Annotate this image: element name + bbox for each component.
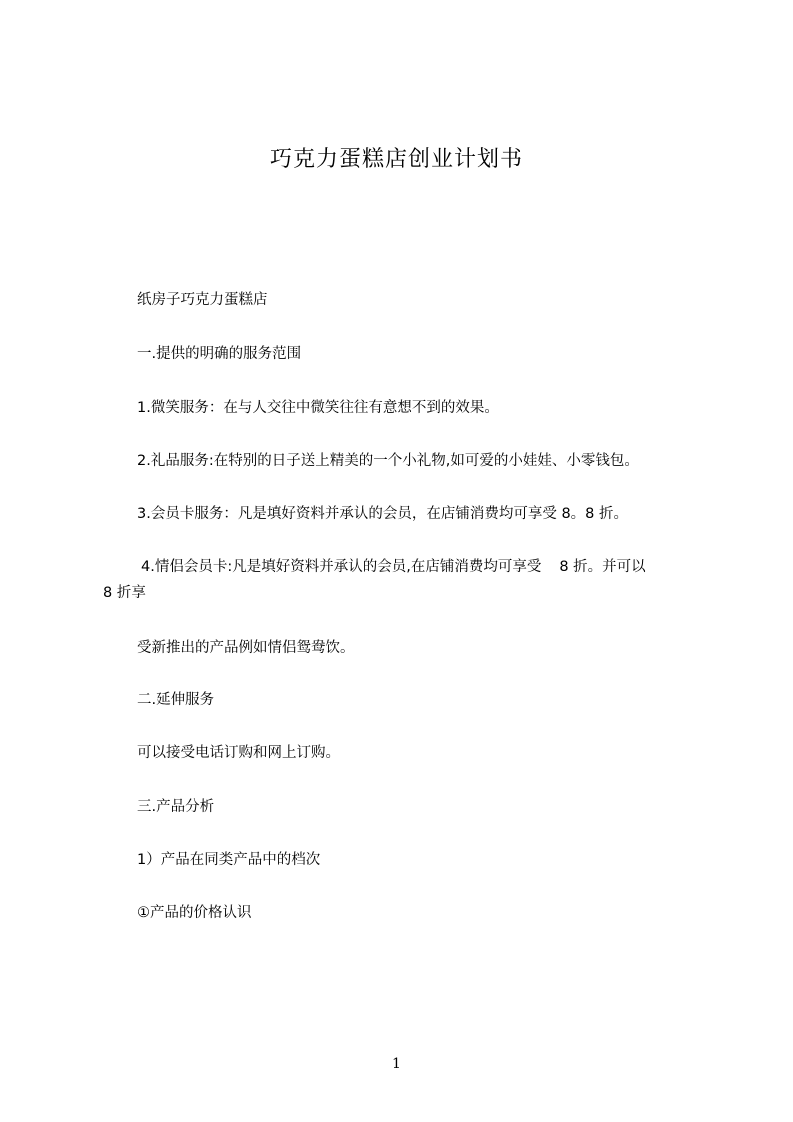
service-item-4-wrap: 8 折享 xyxy=(103,585,146,601)
document-title: 巧克力蛋糕店创业计划书 xyxy=(269,147,523,172)
service-item-3: 3.会员卡服务：凡是填好资料并承认的会员，在店铺消费均可享受 8。8 折。 xyxy=(137,506,629,522)
section-3-heading: 三.产品分析 xyxy=(137,799,215,815)
service-item-4-part1: 4.情侣会员卡:凡是填好资料并承认的会员,在店铺消费均可享受 xyxy=(141,559,542,575)
section-3-subheading: 1）产品在同类产品中的档次 xyxy=(137,852,321,868)
section-2-text: 可以接受电话订购和网上订购。 xyxy=(137,745,340,761)
section-2-heading: 二.延伸服务 xyxy=(137,692,215,708)
service-item-1: 1.微笑服务：在与人交往中微笑往往有意想不到的效果。 xyxy=(137,400,499,416)
service-item-4-part2: 8 折。并可以 xyxy=(559,559,646,575)
section-1-heading: 一.提供的明确的服务范围 xyxy=(137,346,302,362)
service-item-4-continued: 受新推出的产品例如情侣鸳鸯饮。 xyxy=(137,640,355,656)
service-item-4 xyxy=(141,557,646,577)
shop-name: 纸房子巧克力蛋糕店 xyxy=(137,292,268,308)
section-3-subitem: ①产品的价格认识 xyxy=(137,905,252,921)
service-item-2: 2.礼品服务:在特别的日子送上精美的一个小礼物,如可爱的小娃娃、小零钱包。 xyxy=(137,453,639,469)
page-number: 1 xyxy=(392,1056,401,1072)
